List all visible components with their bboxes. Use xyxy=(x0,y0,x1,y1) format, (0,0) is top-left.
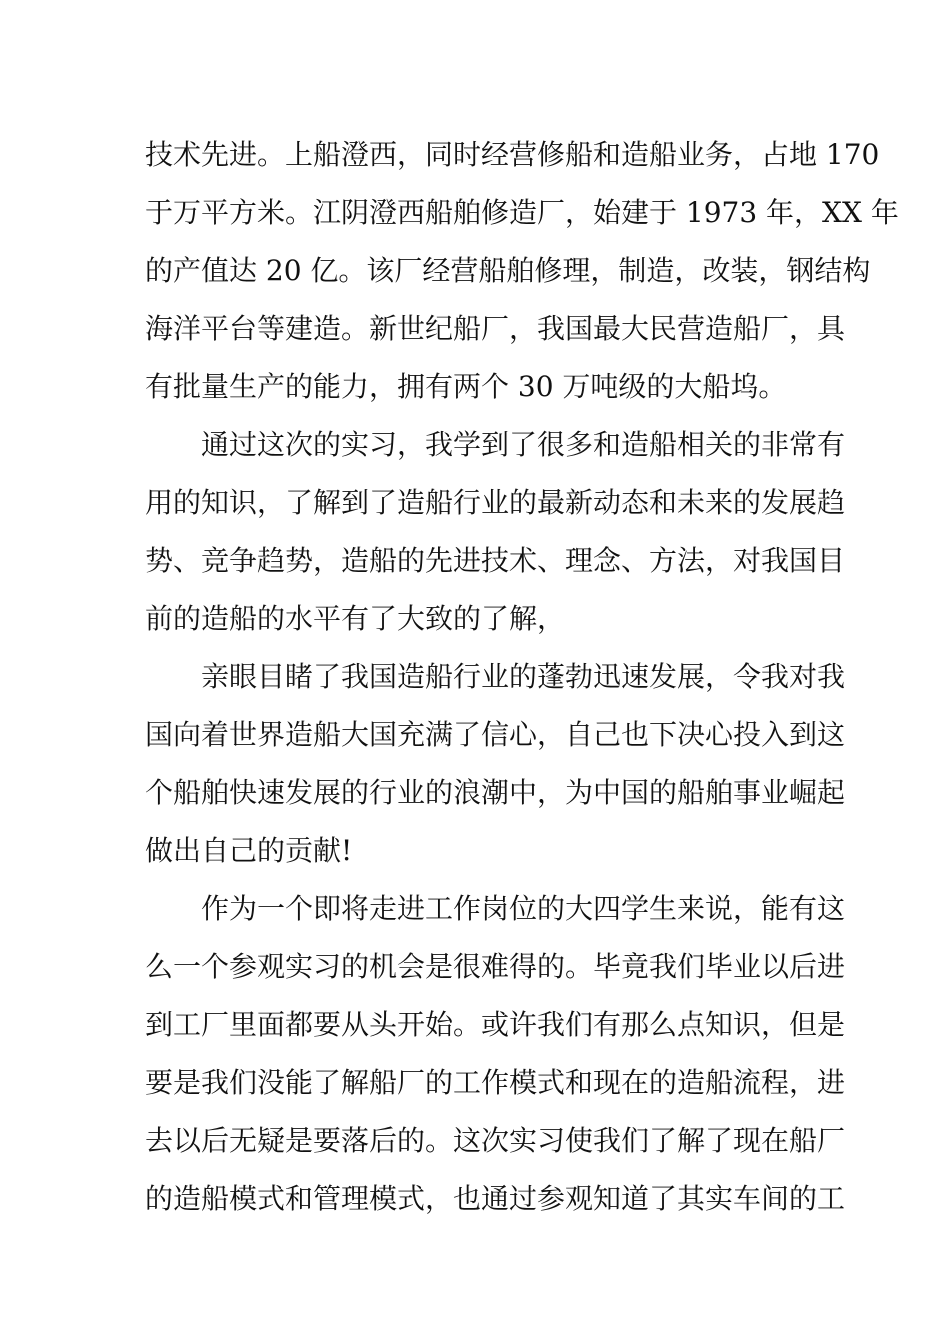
text-line: 的产值达 20 亿。该厂经营船舶修理，制造，改装，钢结构 xyxy=(145,254,871,287)
paragraph-4 xyxy=(145,880,846,1228)
text-line: 用的知识，了解到了造船行业的最新动态和未来的发展趋 xyxy=(145,486,846,519)
document-body xyxy=(145,126,899,1228)
text-line: 势、竞争趋势，造船的先进技术、理念、方法，对我国目 xyxy=(145,544,846,577)
text-line: 于万平方米。江阴澄西船舶修造厂，始建于 1973 年，XX 年 xyxy=(145,196,899,229)
text-line: 亲眼目睹了我国造船行业的蓬勃迅速发展，令我对我 xyxy=(201,660,846,693)
paragraph-1 xyxy=(145,126,899,416)
text-line: 要是我们没能了解船厂的工作模式和现在的造船流程，进 xyxy=(145,1066,846,1099)
text-line: 的造船模式和管理模式，也通过参观知道了其实车间的工 xyxy=(145,1182,846,1215)
text-line: 国向着世界造船大国充满了信心，自己也下决心投入到这 xyxy=(145,718,846,751)
text-line: 做出自己的贡献! xyxy=(145,834,353,867)
text-line: 个船舶快速发展的行业的浪潮中，为中国的船舶事业崛起 xyxy=(145,776,846,809)
paragraph-2 xyxy=(145,416,846,648)
text-line: 作为一个即将走进工作岗位的大四学生来说，能有这 xyxy=(201,892,846,925)
text-line: 技术先进。上船澄西，同时经营修船和造船业务，占地 170 xyxy=(145,138,880,171)
text-line: 到工厂里面都要从头开始。或许我们有那么点知识，但是 xyxy=(145,1008,846,1041)
text-line: 通过这次的实习，我学到了很多和造船相关的非常有 xyxy=(201,428,846,461)
text-line: 去以后无疑是要落后的。这次实习使我们了解了现在船厂 xyxy=(145,1124,846,1157)
text-line: 海洋平台等建造。新世纪船厂，我国最大民营造船厂，具 xyxy=(145,312,846,345)
text-line: 么一个参观实习的机会是很难得的。毕竟我们毕业以后进 xyxy=(145,950,846,983)
paragraph-3 xyxy=(145,648,846,880)
text-line: 有批量生产的能力，拥有两个 30 万吨级的大船坞。 xyxy=(145,370,787,403)
text-line: 前的造船的水平有了大致的了解， xyxy=(145,602,566,635)
